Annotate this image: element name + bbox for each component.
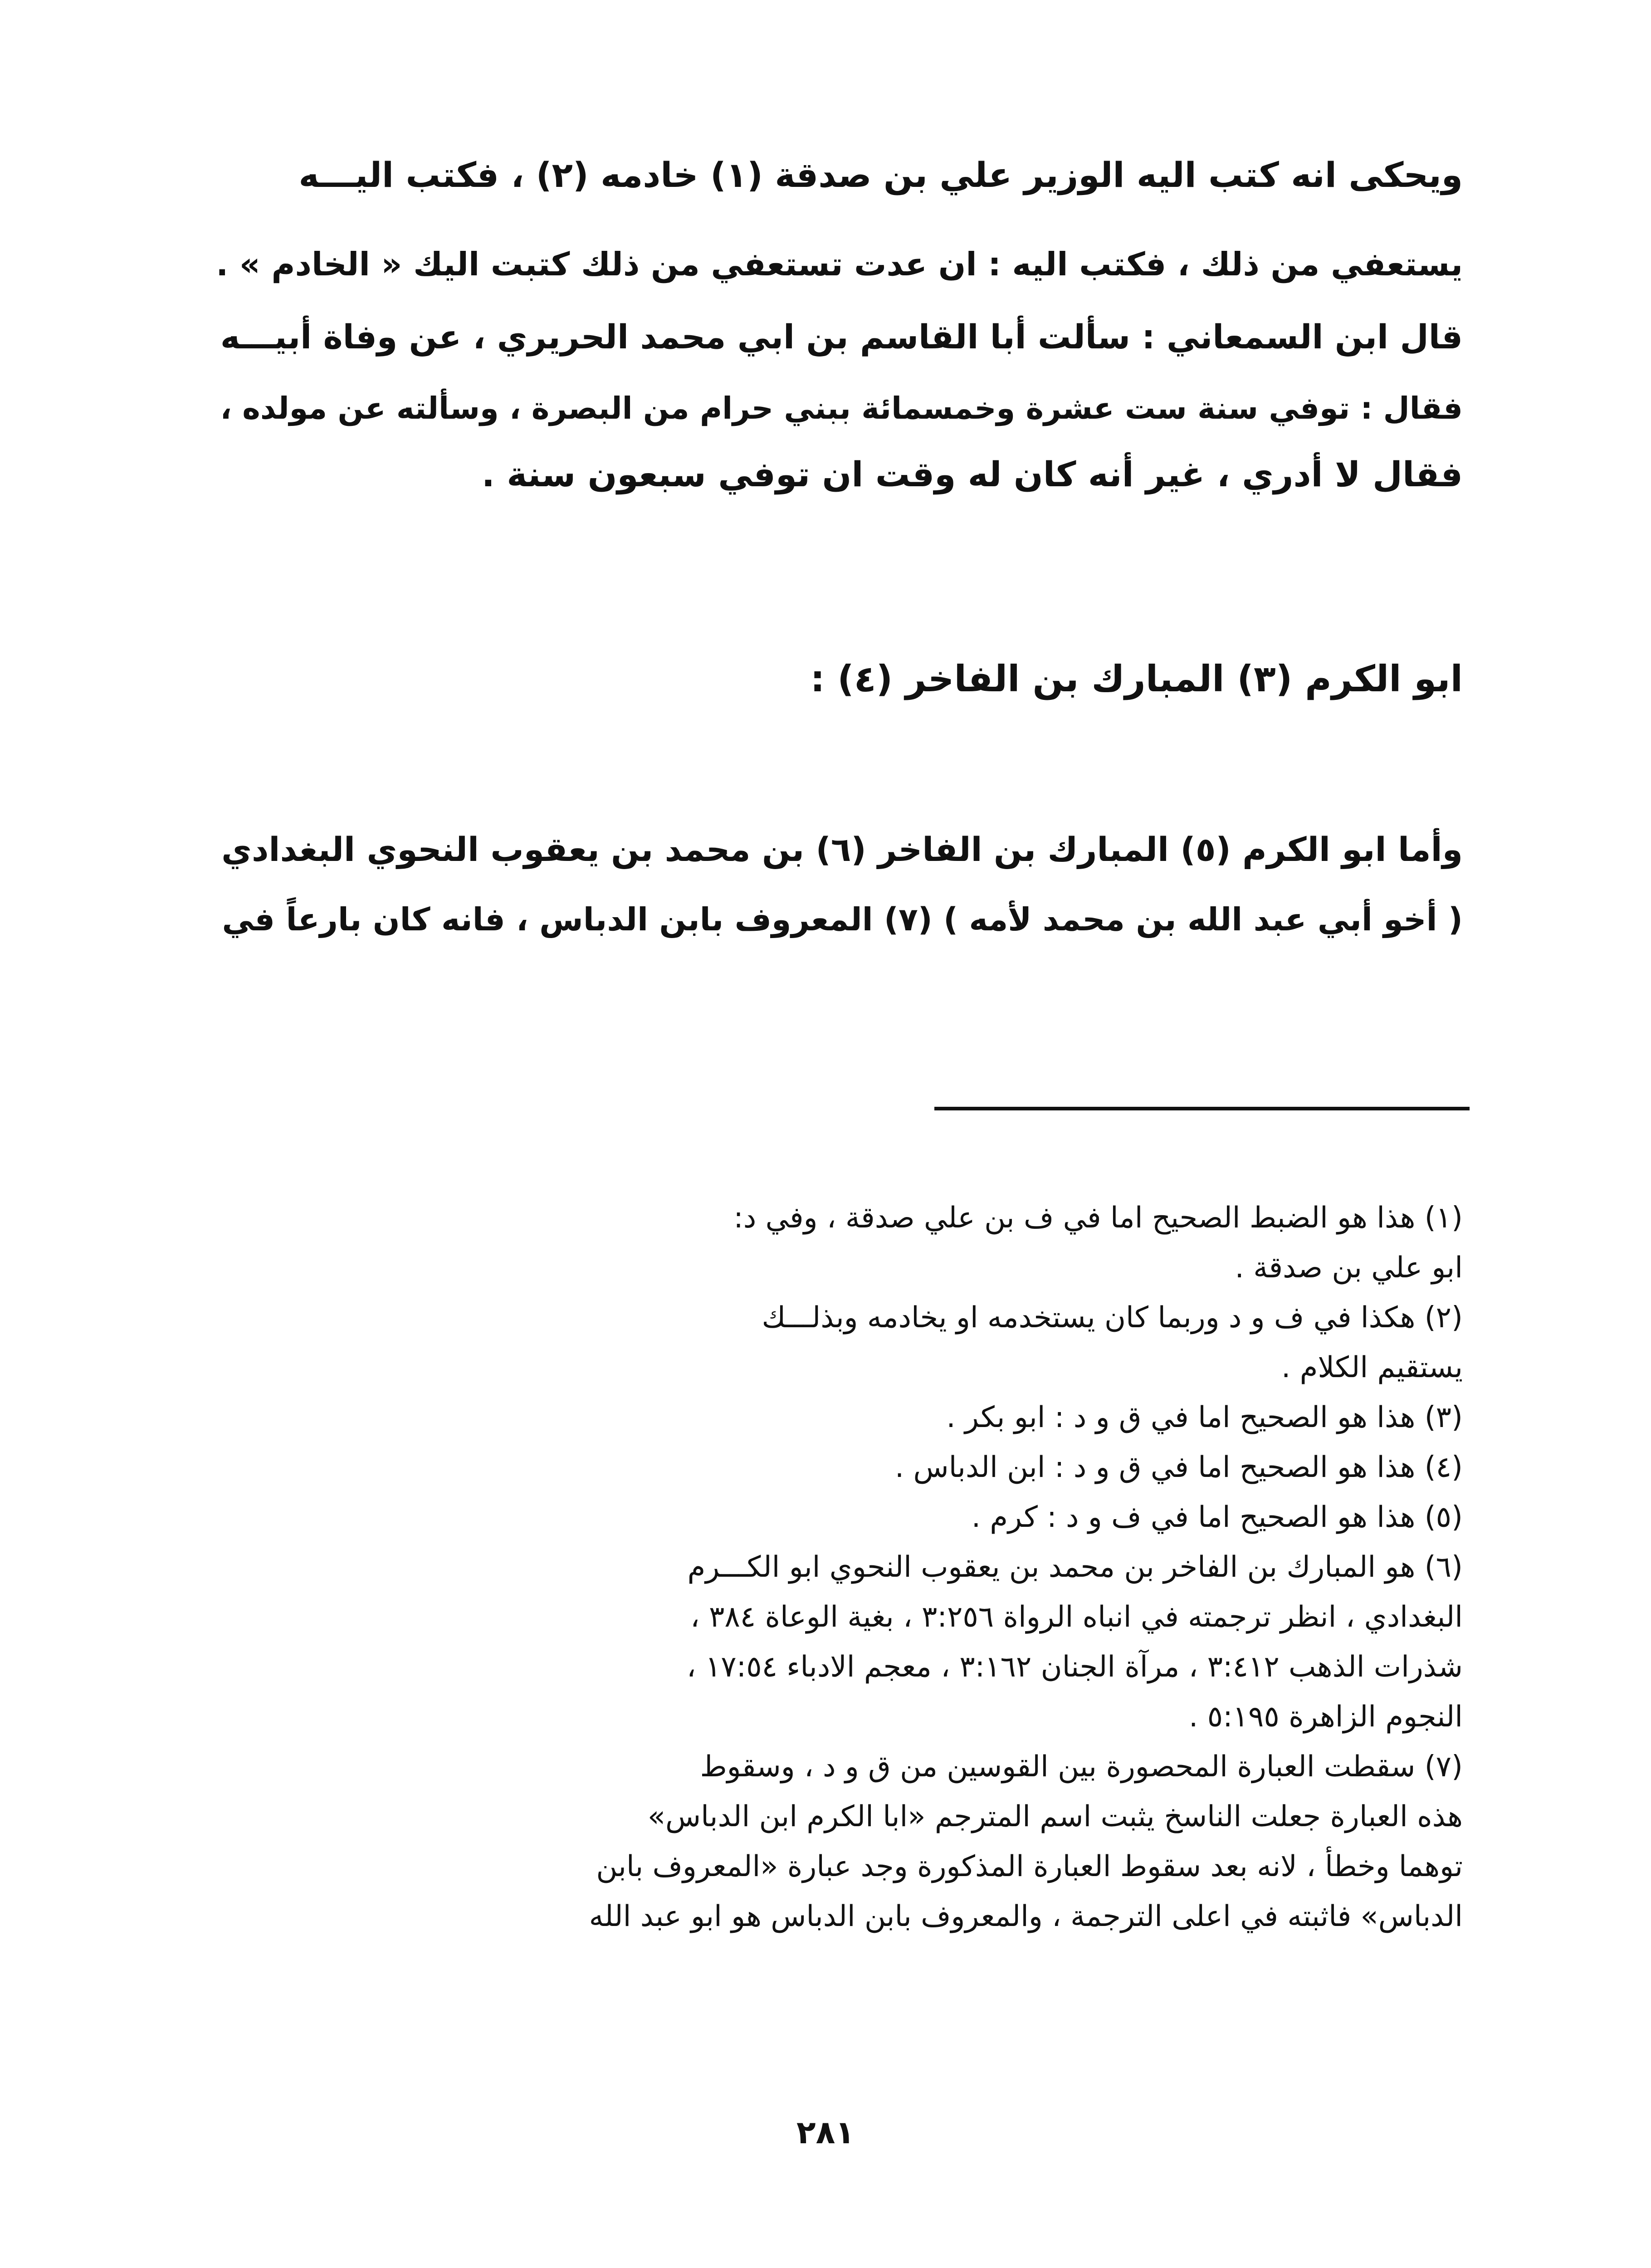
paragraph1-line4: فقال : توفي سنة ست عشرة وخمسمائة ببني حرام من البصرة ، وسألته عن مولده ،	[220, 391, 1463, 426]
footnote-6-line1: (٦) هو المبارك بن الفاخر بن محمد بن يعقوب النحوي ابو الكـــرم	[687, 1550, 1463, 1584]
paragraph1-line2: يستعفي من ذلك ، فكتب اليه : ان عدت تستعفي من ذلك كتبت اليك « الخادم » .	[216, 245, 1463, 283]
footnote-7-line3: توهما وخطأ ، لانه بعد سقوط العبارة المذكورة وجد عبارة «المعروف بابن	[596, 1850, 1463, 1883]
footnote-5: (٥) هذا هو الصحيح اما في ف و د : كرم .	[971, 1501, 1463, 1534]
paragraph2-line1: وأما ابو الكرم (٥) المبارك بن الفاخر (٦) بن محمد بن يعقوب النحوي البغدادي	[221, 831, 1463, 869]
paragraph2-line2: ( أخو أبي عبد الله بن محمد لأمه ) (٧) المعروف بابن الدباس ، فانه كان بارعاً في	[222, 901, 1463, 938]
footnote-3: (٣) هذا هو الصحيح اما في ق و د : ابو بكر .	[946, 1401, 1463, 1434]
paragraph1-line5: فقال لا أدري ، غير أنه كان له وقت ان توفي سبعون سنة .	[481, 454, 1463, 494]
footnote-6-line2: البغدادي ، انظر ترجمته في انباه الرواة ٣:٢٥٦ ، بغية الوعاة ٣٨٤ ،	[690, 1600, 1463, 1634]
footnote-7-line4: الدباس» فاثبته في اعلى الترجمة ، والمعروف بابن الدباس هو ابو عبد الله	[589, 1900, 1463, 1933]
footnote-7-line1: (٧) سقطت العبارة المحصورة بين القوسين من ق و د ، وسقوط	[700, 1750, 1463, 1784]
footnote-4: (٤) هذا هو الصحيح اما في ق و د : ابن الدباس .	[894, 1451, 1463, 1484]
page-number: ٢٨١	[796, 2114, 855, 2151]
section-heading: ابو الكرم (٣) المبارك بن الفاخر (٤) :	[810, 658, 1463, 700]
footnote-7-line2: هذه العبارة جعلت الناسخ يثبت اسم المترجم «ابا الكرم ابن الدباس»	[647, 1800, 1463, 1833]
footnote-divider	[934, 1107, 1470, 1110]
paragraph1-line1: ويحكى انه كتب اليه الوزير علي بن صدقة (١) خادمه (٢) ، فكتب اليـــه	[298, 155, 1463, 195]
footnote-6-line3: شذرات الذهب ٣:٤١٢ ، مرآة الجنان ٣:١٦٢ ، معجم الادباء ١٧:٥٤ ،	[686, 1650, 1463, 1684]
footnote-1-line1: (١) هذا هو الضبط الصحيح اما في ف بن علي صدقة ، وفي د:	[733, 1201, 1463, 1235]
footnote-6-line4: النجوم الزاهرة ٥:١٩٥ .	[1189, 1700, 1463, 1734]
footnote-2-line2: يستقيم الكلام .	[1281, 1351, 1463, 1384]
paragraph1-line3: قال ابن السمعاني : سألت أبا القاسم بن ابي محمد الحريري ، عن وفاة أبيـــه	[220, 318, 1463, 357]
footnote-1-line2: ابو علي بن صدقة .	[1235, 1251, 1463, 1285]
footnote-2-line1: (٢) هكذا في ف و د وربما كان يستخدمه او يخادمه وبذلـــك	[762, 1301, 1463, 1334]
